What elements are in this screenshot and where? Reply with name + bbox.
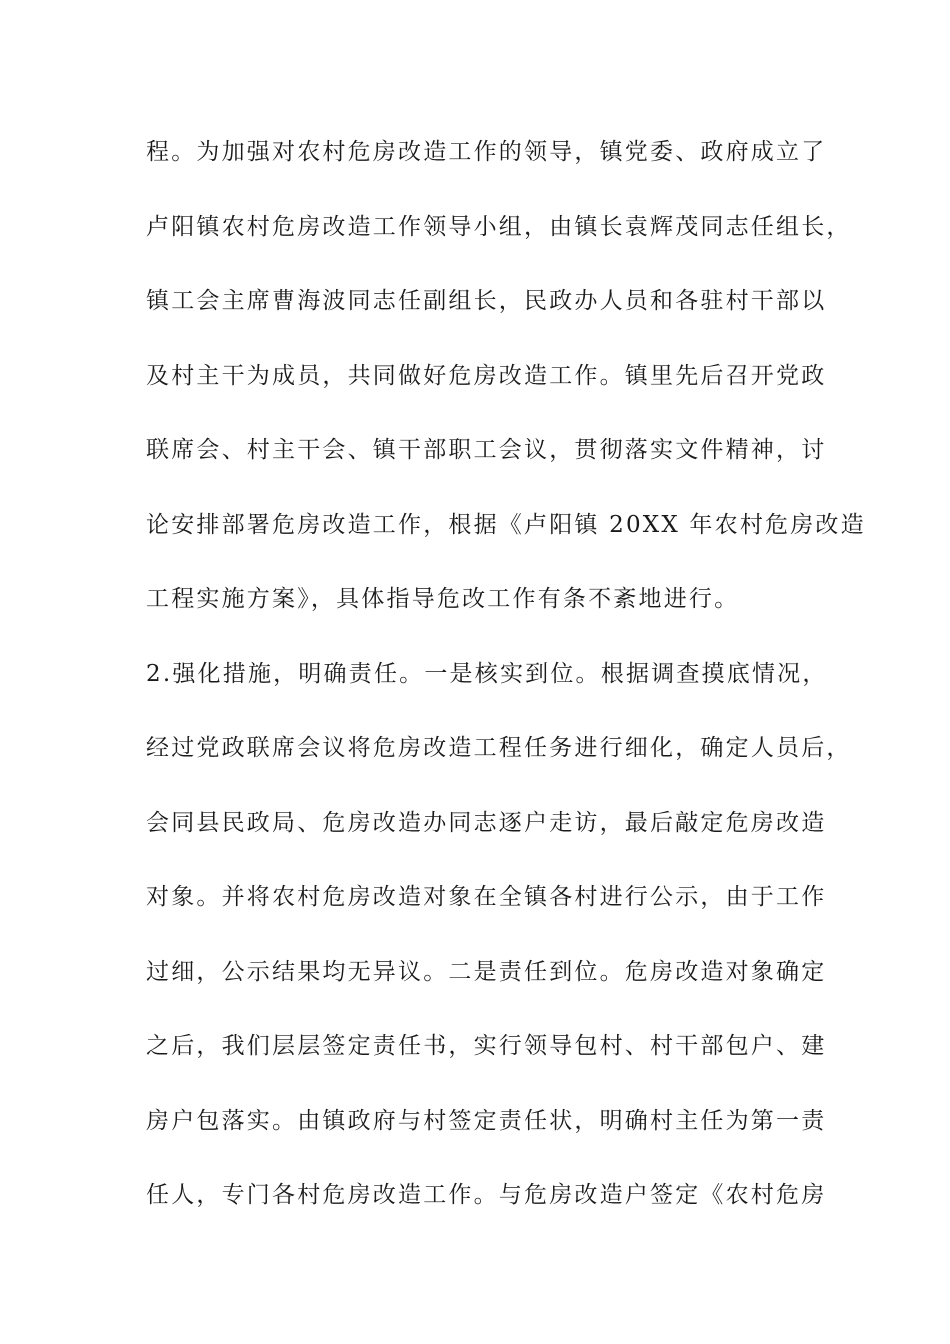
text-line: 联席会、村主干会、镇干部职工会议，贯彻落实文件精神，讨	[146, 437, 827, 463]
text-line: 卢阳镇农村危房改造工作领导小组，由镇长袁辉茂同志任组长，	[146, 213, 852, 240]
text-line: 对象。并将农村危房改造对象在全镇各村进行公示，由于工作	[146, 884, 827, 910]
body-text	[146, 132, 866, 1250]
text-line: 工程实施方案》，具体指导危改工作有条不紊地进行。	[146, 586, 740, 612]
text-line: 程。为加强对农村危房改造工作的领导，镇党委、政府成立了	[146, 139, 827, 165]
text-line: 镇工会主席曹海波同志任副组长，民政办人员和各驻村干部以	[146, 288, 827, 314]
text-line: 及村主干为成员，共同做好危房改造工作。镇里先后召开党政	[146, 362, 827, 389]
text-line: 任人，专门各村危房改造工作。与危房改造户签定《农村危房	[146, 1182, 827, 1208]
text-line: 论安排部署危房改造工作，根据《卢阳镇 20XX 年农村危房改造	[146, 511, 866, 538]
text-line: 会同县民政局、危房改造办同志逐户走访，最后敲定危房改造	[146, 809, 827, 836]
text-line: 经过党政联席会议将危房改造工程任务进行细化，确定人员后，	[146, 735, 852, 761]
text-line: 过细，公示结果均无异议。二是责任到位。危房改造对象确定	[146, 958, 827, 985]
text-line: 2.强化措施，明确责任。一是核实到位。根据调查摸底情况，	[146, 660, 828, 687]
text-line: 房户包落实。由镇政府与村签定责任状，明确村主任为第一责	[146, 1107, 827, 1134]
text-line: 之后，我们层层签定责任书，实行领导包村、村干部包户、建	[146, 1033, 827, 1059]
